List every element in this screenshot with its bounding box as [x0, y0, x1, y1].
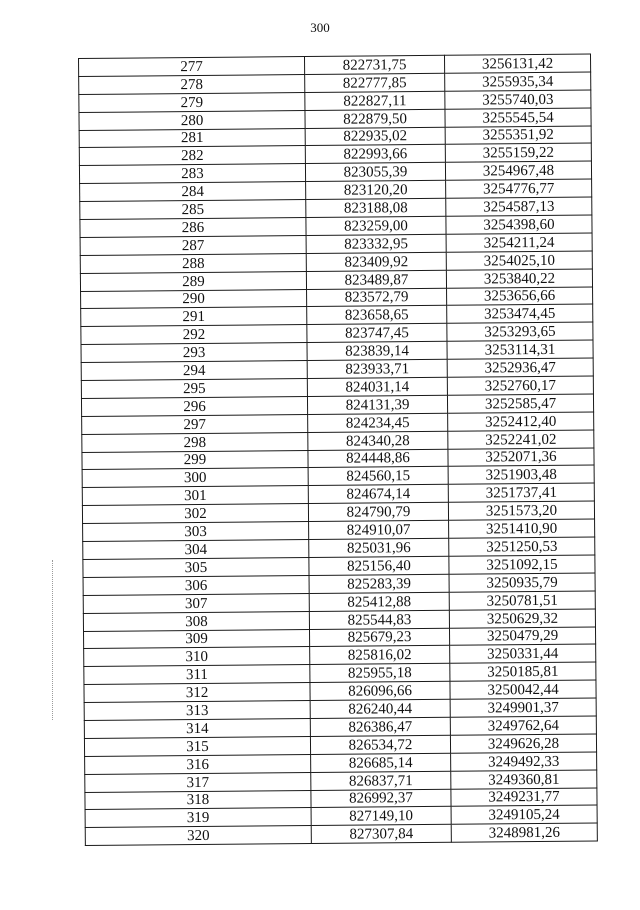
point-number-cell: 281 — [79, 128, 305, 148]
x-coordinate-cell: 824234,45 — [308, 413, 448, 432]
x-coordinate-cell: 826534,72 — [310, 735, 450, 754]
x-coordinate-cell: 825955,18 — [310, 664, 450, 683]
point-number-cell: 288 — [80, 253, 306, 273]
y-coordinate-cell: 3249360,81 — [451, 770, 597, 789]
y-coordinate-cell: 3253840,22 — [446, 269, 592, 288]
point-number-cell: 309 — [84, 629, 310, 649]
point-number-cell: 307 — [83, 593, 309, 613]
y-coordinate-cell: 3255740,03 — [445, 90, 591, 109]
y-coordinate-cell: 3252071,36 — [448, 448, 594, 467]
point-number-cell: 296 — [81, 396, 307, 416]
point-number-cell: 286 — [80, 218, 306, 238]
point-number-cell: 312 — [84, 683, 310, 703]
y-coordinate-cell: 3249901,37 — [450, 698, 596, 717]
point-number-cell: 306 — [83, 575, 309, 595]
point-number-cell: 287 — [80, 235, 306, 255]
page-number: 300 — [310, 20, 330, 35]
point-number-cell: 292 — [81, 325, 307, 345]
x-coordinate-cell: 826240,44 — [310, 699, 450, 718]
y-coordinate-cell: 3255545,54 — [445, 108, 591, 127]
table-row — [85, 823, 597, 845]
point-number-cell: 305 — [83, 557, 309, 577]
y-coordinate-cell: 3250781,51 — [449, 591, 595, 610]
coordinates-table-body — [79, 54, 598, 846]
y-coordinate-cell: 3249762,64 — [450, 716, 596, 735]
y-coordinate-cell: 3252760,17 — [447, 376, 593, 395]
y-coordinate-cell: 3252585,47 — [447, 394, 593, 413]
x-coordinate-cell: 823747,45 — [307, 324, 447, 343]
x-coordinate-cell: 824674,14 — [308, 485, 448, 504]
y-coordinate-cell: 3250042,44 — [450, 680, 596, 699]
y-coordinate-cell: 3252412,40 — [448, 412, 594, 431]
x-coordinate-cell: 825816,02 — [310, 646, 450, 665]
point-number-cell: 278 — [79, 74, 305, 94]
x-coordinate-cell: 826837,71 — [311, 771, 451, 790]
x-coordinate-cell: 824910,07 — [309, 520, 449, 539]
x-coordinate-cell: 826096,66 — [310, 681, 450, 700]
x-coordinate-cell: 822777,85 — [305, 73, 445, 92]
y-coordinate-cell: 3253114,31 — [447, 340, 593, 359]
point-number-cell: 295 — [81, 379, 307, 399]
x-coordinate-cell: 825156,40 — [309, 556, 449, 575]
x-coordinate-cell: 823188,08 — [306, 198, 446, 217]
y-coordinate-cell: 3254587,13 — [446, 197, 592, 216]
y-coordinate-cell: 3253474,45 — [447, 304, 593, 323]
y-coordinate-cell: 3250629,32 — [449, 609, 595, 628]
y-coordinate-cell: 3251573,20 — [448, 501, 594, 520]
point-number-cell: 320 — [85, 826, 311, 846]
y-coordinate-cell: 3249105,24 — [451, 805, 597, 824]
point-number-cell: 290 — [81, 289, 307, 309]
y-coordinate-cell: 3251410,90 — [449, 519, 595, 538]
y-coordinate-cell: 3256131,42 — [444, 54, 590, 73]
x-coordinate-cell: 823572,79 — [307, 288, 447, 307]
point-number-cell: 300 — [82, 468, 308, 488]
point-number-cell: 318 — [85, 790, 311, 810]
x-coordinate-cell: 825679,23 — [309, 628, 449, 647]
margin-mark — [52, 560, 54, 720]
point-number-cell: 298 — [82, 432, 308, 452]
point-number-cell: 304 — [83, 540, 309, 560]
y-coordinate-cell: 3250331,44 — [450, 644, 596, 663]
point-number-cell: 289 — [80, 271, 306, 291]
y-coordinate-cell: 3249492,33 — [451, 752, 597, 771]
coordinates-table — [78, 54, 598, 847]
y-coordinate-cell: 3254211,24 — [446, 233, 592, 252]
x-coordinate-cell: 825031,96 — [309, 538, 449, 557]
y-coordinate-cell: 3251737,41 — [448, 483, 594, 502]
x-coordinate-cell: 823933,71 — [307, 359, 447, 378]
point-number-cell: 303 — [83, 522, 309, 542]
y-coordinate-cell: 3249231,77 — [451, 788, 597, 807]
y-coordinate-cell: 3249626,28 — [450, 734, 596, 753]
point-number-cell: 315 — [84, 736, 310, 756]
point-number-cell: 283 — [79, 164, 305, 184]
x-coordinate-cell: 825412,88 — [309, 592, 449, 611]
point-number-cell: 285 — [80, 200, 306, 220]
y-coordinate-cell: 3250479,29 — [449, 627, 595, 646]
x-coordinate-cell: 823409,92 — [306, 252, 446, 271]
point-number-cell: 302 — [82, 504, 308, 524]
point-number-cell: 277 — [79, 57, 305, 77]
point-number-cell: 319 — [85, 808, 311, 828]
point-number-cell: 317 — [85, 772, 311, 792]
point-number-cell: 297 — [82, 414, 308, 434]
point-number-cell: 310 — [84, 647, 310, 667]
point-number-cell: 308 — [83, 611, 309, 631]
point-number-cell: 311 — [84, 665, 310, 685]
x-coordinate-cell: 824560,15 — [308, 467, 448, 486]
x-coordinate-cell: 825283,39 — [309, 574, 449, 593]
point-number-cell: 280 — [79, 110, 305, 130]
point-number-cell: 282 — [79, 146, 305, 166]
x-coordinate-cell: 822993,66 — [305, 145, 445, 164]
y-coordinate-cell: 3250935,79 — [449, 573, 595, 592]
point-number-cell: 279 — [79, 92, 305, 112]
x-coordinate-cell: 823489,87 — [306, 270, 446, 289]
point-number-cell: 291 — [81, 307, 307, 327]
y-coordinate-cell: 3251250,53 — [449, 537, 595, 556]
x-coordinate-cell: 823259,00 — [306, 216, 446, 235]
y-coordinate-cell: 3250185,81 — [450, 662, 596, 681]
point-number-cell: 294 — [81, 361, 307, 381]
point-number-cell: 293 — [81, 343, 307, 363]
point-number-cell: 314 — [84, 718, 310, 738]
y-coordinate-cell: 3254776,77 — [446, 179, 592, 198]
x-coordinate-cell: 825544,83 — [309, 610, 449, 629]
x-coordinate-cell: 823055,39 — [305, 163, 445, 182]
y-coordinate-cell: 3255159,22 — [445, 143, 591, 162]
y-coordinate-cell: 3255351,92 — [445, 126, 591, 145]
x-coordinate-cell: 822879,50 — [305, 109, 445, 128]
y-coordinate-cell: 3252936,47 — [447, 358, 593, 377]
x-coordinate-cell: 824448,86 — [308, 449, 448, 468]
x-coordinate-cell: 826992,37 — [311, 789, 451, 808]
x-coordinate-cell: 824131,39 — [307, 395, 447, 414]
y-coordinate-cell: 3252241,02 — [448, 430, 594, 449]
point-number-cell: 316 — [85, 754, 311, 774]
y-coordinate-cell: 3251092,15 — [449, 555, 595, 574]
point-number-cell: 284 — [80, 182, 306, 202]
y-coordinate-cell: 3254398,60 — [446, 215, 592, 234]
x-coordinate-cell: 822827,11 — [305, 91, 445, 110]
x-coordinate-cell: 823658,65 — [307, 306, 447, 325]
y-coordinate-cell: 3255935,34 — [445, 72, 591, 91]
x-coordinate-cell: 827307,84 — [311, 825, 451, 844]
x-coordinate-cell: 823120,20 — [306, 181, 446, 200]
point-number-cell: 313 — [84, 701, 310, 721]
y-coordinate-cell: 3251903,48 — [448, 465, 594, 484]
x-coordinate-cell: 826685,14 — [311, 753, 451, 772]
x-coordinate-cell: 824031,14 — [307, 377, 447, 396]
x-coordinate-cell: 822731,75 — [304, 55, 444, 74]
x-coordinate-cell: 823839,14 — [307, 342, 447, 361]
y-coordinate-cell: 3254967,48 — [445, 161, 591, 180]
x-coordinate-cell: 823332,95 — [306, 234, 446, 253]
x-coordinate-cell: 824790,79 — [308, 503, 448, 522]
x-coordinate-cell: 824340,28 — [308, 431, 448, 450]
point-number-cell: 301 — [82, 486, 308, 506]
y-coordinate-cell: 3253293,65 — [447, 322, 593, 341]
y-coordinate-cell: 3253656,66 — [447, 287, 593, 306]
point-number-cell: 299 — [82, 450, 308, 470]
x-coordinate-cell: 822935,02 — [305, 127, 445, 146]
y-coordinate-cell: 3248981,26 — [451, 823, 597, 842]
y-coordinate-cell: 3254025,10 — [446, 251, 592, 270]
x-coordinate-cell: 827149,10 — [311, 807, 451, 826]
x-coordinate-cell: 826386,47 — [310, 717, 450, 736]
